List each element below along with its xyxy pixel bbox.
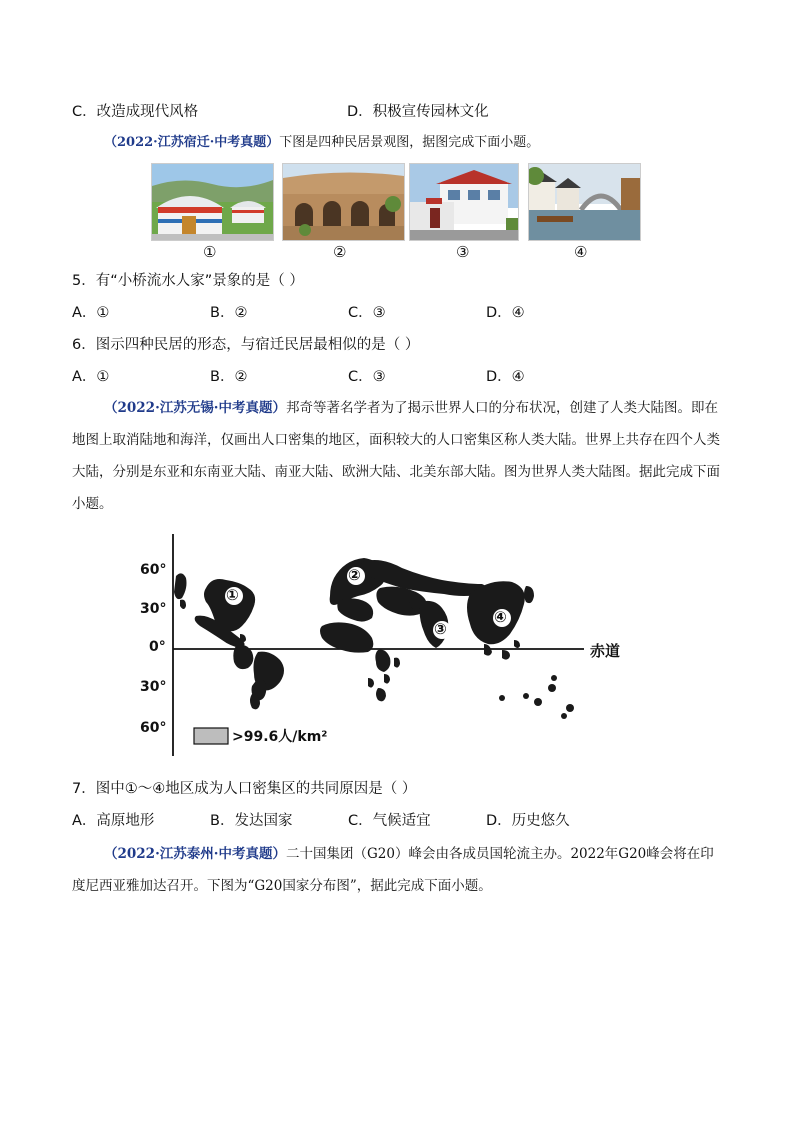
legend-swatch: [194, 728, 228, 744]
photo-label-3: ③: [456, 243, 470, 261]
q4-option-d: D．积极宣传园林文化: [347, 104, 489, 120]
intro-2-text: 邦奇等著名学者为了揭示世界人口的分布状况，创建了人类大陆图。即在地图上取消陆地和海洋，仅画出人口密集的地区，面积较大的人口密集区称人类大陆。世界上共存在四个人类大陆，分别是东亚和东南亚大陆、南亚大陆、欧洲大陆、北美东部大陆。图为世界人类大陆图。据此完成下面小题。: [72, 400, 720, 512]
q6-option-c: C．③: [348, 369, 386, 385]
intro-3-source: （2022·江苏泰州·中考真题）: [104, 846, 286, 862]
q7-option-c: C．气候适宜: [348, 813, 431, 829]
intro-2-source: （2022·江苏无锡·中考真题）: [104, 400, 286, 416]
q6-option-b: B．②: [210, 369, 248, 385]
photo-water-town: [528, 163, 641, 241]
photo-cave-dwelling: [282, 163, 405, 241]
q5-option-c: C．③: [348, 305, 386, 321]
legend-text: >99.6人/km²: [232, 729, 328, 745]
q6-option-a: A．①: [72, 369, 110, 385]
photo-yurt: [151, 163, 274, 241]
region-africa: [320, 622, 400, 701]
intro-2: [72, 392, 724, 520]
region-label-3: ③: [434, 620, 447, 638]
lat-label-30n: 30°: [140, 601, 167, 617]
q7-option-a: A．高原地形: [72, 813, 155, 829]
intro-1-source: （2022·江苏宿迁·中考真题）: [104, 135, 280, 150]
region-south-america: [233, 645, 284, 709]
photo-modern-house: [409, 163, 519, 241]
lat-label-60s: 60°: [140, 720, 167, 736]
region-oceania: [499, 675, 574, 719]
equator-label: 赤道: [590, 642, 621, 660]
q7-option-b: B．发达国家: [210, 813, 293, 829]
q4-option-c: C．改造成现代风格: [72, 104, 199, 120]
q7-option-d: D．历史悠久: [486, 813, 570, 829]
q7-stem: 7．图中①～④地区成为人口密集区的共同原因是（ ）: [72, 781, 417, 797]
q5-stem: 5．有“小桥流水人家”景象的是（ ）: [72, 273, 304, 289]
region-label-2: ②: [348, 566, 361, 584]
q6-option-d: D．④: [486, 369, 525, 385]
intro-3: [72, 838, 724, 902]
region-north-america: [174, 573, 255, 648]
q6-stem: 6．图示四种民居的形态，与宿迁民居最相似的是（ ）: [72, 337, 420, 353]
q5-option-b: B．②: [210, 305, 248, 321]
intro-1-text: 下图是四种民居景观图，据图完成下面小题。: [279, 135, 540, 150]
q5-option-d: D．④: [486, 305, 525, 321]
lat-label-0: 0°: [149, 639, 166, 655]
intro-1: [104, 133, 539, 153]
q5-option-a: A．①: [72, 305, 110, 321]
intro-3-text: 二十国集团（G20）峰会由各成员国轮流主办。2022年G20峰会将在印度尼西亚雅加达召开。下图为“G20国家分布图”，据此完成下面小题。: [72, 846, 714, 894]
photo-label-1: ①: [203, 243, 217, 261]
lat-label-30s: 30°: [140, 679, 167, 695]
region-label-1: ①: [226, 586, 239, 604]
lat-label-60n: 60°: [140, 562, 167, 578]
photo-label-4: ④: [574, 243, 588, 261]
human-continents-map: [140, 528, 640, 763]
region-label-4: ④: [494, 608, 507, 626]
photo-label-2: ②: [333, 243, 347, 261]
